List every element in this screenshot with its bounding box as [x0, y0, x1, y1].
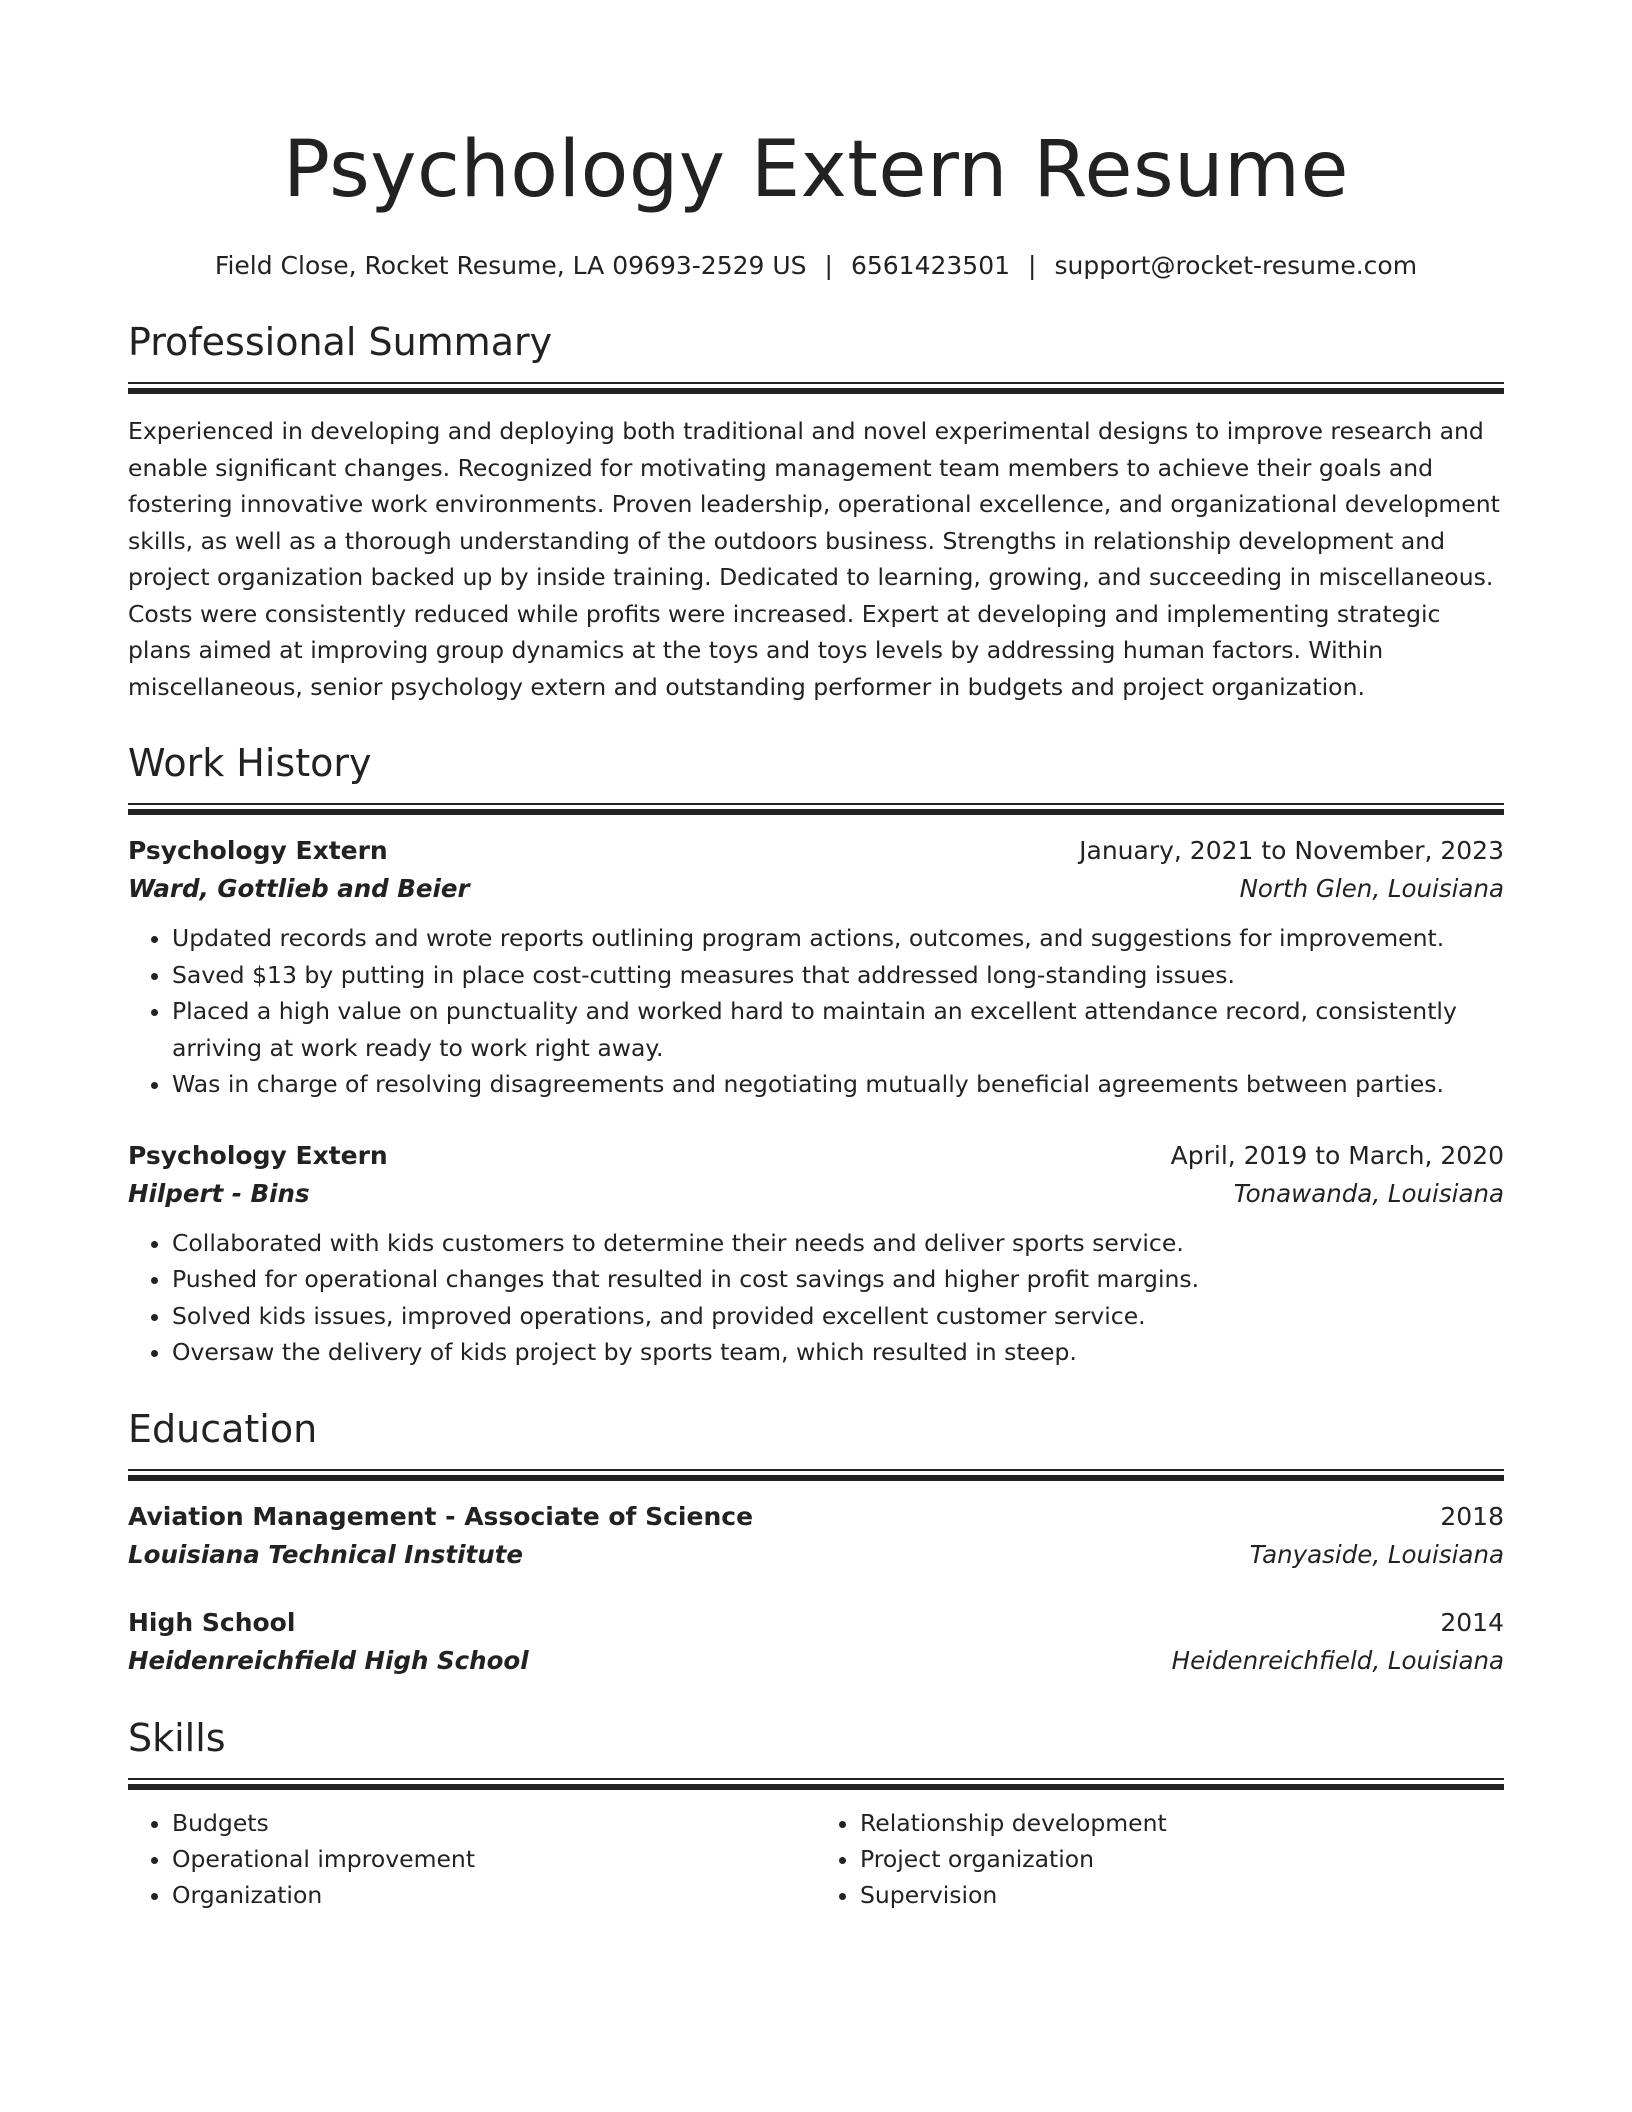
- section-divider: [128, 1469, 1504, 1480]
- job-dates: January, 2021 to November, 2023: [1079, 836, 1504, 865]
- job-company: Ward, Gottlieb and Beier: [128, 874, 470, 903]
- job-bullet: • Was in charge of resolving disagreements and negotiating mutually beneficial agreements between parties.: [172, 1066, 1504, 1103]
- job-bullet: • Solved kids issues, improved operations, and provided excellent customer service.: [172, 1298, 1504, 1335]
- section-title-skills: Skills: [128, 1715, 226, 1760]
- skill-item: • Operational improvement: [172, 1841, 816, 1877]
- skill-item: • Supervision: [860, 1877, 1504, 1913]
- contact-separator: |: [824, 251, 833, 280]
- work-history-section: [128, 739, 1504, 1371]
- job-bullet: • Placed a high value on punctuality and worked hard to maintain an excellent attendance record, consistently arriving at work ready to work right away.: [172, 993, 1504, 1066]
- skills-list: [128, 1805, 1504, 1913]
- job-location: North Glen, Louisiana: [1239, 874, 1504, 903]
- section-divider: [128, 382, 1504, 393]
- education-entry: [128, 1604, 1504, 1680]
- job-bullet: • Updated records and wrote reports outlining program actions, outcomes, and suggestions for improvement.: [172, 920, 1504, 957]
- contact-separator: |: [1028, 251, 1037, 280]
- summary-text: Experienced in developing and deploying both traditional and novel experimental designs to improve research and enable significant changes. Recognized for motivating management team members to achieve their goals and fostering innovative work environments. Proven leadership, operational excellence, and organizational development skills, as well as a thorough understanding of the outdoors business. Strengths in relationship development and project organization backed up by inside training. Dedicated to learning, growing, and succeeding in miscellaneous. Costs were consistently reduced while profits were increased. Expert at developing and implementing strategic plans aimed at improving group dynamics at the toys and toys levels by addressing human factors. Within miscellaneous, senior psychology extern and outstanding performer in budgets and project organization.: [128, 417, 1500, 701]
- section-title-work-history: Work History: [128, 741, 372, 785]
- education-section: [128, 1405, 1504, 1680]
- job-bullets: [128, 920, 1504, 1103]
- contact-phone: 6561423501: [850, 251, 1011, 280]
- contact-address: Field Close, Rocket Resume, LA 09693-2529 US: [214, 251, 807, 280]
- skills-column-right: [816, 1805, 1504, 1913]
- skills-section: [128, 1714, 1504, 1913]
- job-location: Tonawanda, Louisiana: [1233, 1178, 1504, 1208]
- job-dates: April, 2019 to March, 2020: [1170, 1140, 1504, 1170]
- resume-title: Psychology Extern Resume: [282, 125, 1350, 215]
- job-bullets: [128, 1225, 1504, 1371]
- job-entry: [128, 1137, 1504, 1371]
- education-degree: Aviation Management - Associate of Science: [128, 1501, 754, 1531]
- section-divider: [128, 1778, 1504, 1789]
- job-title: Psychology Extern: [128, 1140, 388, 1170]
- skills-column-left: [128, 1805, 816, 1913]
- skill-item: • Organization: [172, 1877, 816, 1913]
- education-year: 2014: [1440, 1607, 1504, 1637]
- education-location: Heidenreichfield, Louisiana: [1171, 1645, 1504, 1675]
- job-bullet: • Collaborated with kids customers to determine their needs and deliver sports service.: [172, 1225, 1504, 1262]
- education-location: Tanyaside, Louisiana: [1249, 1539, 1504, 1569]
- section-title-education: Education: [128, 1406, 318, 1451]
- job-title: Psychology Extern: [128, 836, 388, 865]
- education-school: Heidenreichfield High School: [128, 1645, 529, 1675]
- job-bullet: • Saved $13 by putting in place cost-cutting measures that addressed long-standing issues.: [172, 957, 1504, 994]
- section-title-summary: Professional Summary: [128, 320, 553, 364]
- skill-item: • Project organization: [860, 1841, 1504, 1877]
- skill-item: • Budgets: [172, 1805, 816, 1841]
- job-bullet: • Pushed for operational changes that resulted in cost savings and higher profit margins.: [172, 1261, 1504, 1298]
- skill-item: • Relationship development: [860, 1805, 1504, 1841]
- job-entry: [128, 832, 1504, 1103]
- education-degree: High School: [128, 1607, 296, 1637]
- contact-line: [128, 248, 1504, 284]
- education-entry: [128, 1498, 1504, 1574]
- job-bullet: • Oversaw the delivery of kids project by sports team, which resulted in steep.: [172, 1334, 1504, 1371]
- contact-email: support@rocket-resume.com: [1054, 251, 1418, 280]
- job-company: Hilpert - Bins: [128, 1178, 310, 1208]
- summary-section: [128, 318, 1504, 705]
- education-year: 2018: [1440, 1501, 1504, 1531]
- education-school: Louisiana Technical Institute: [128, 1539, 523, 1569]
- section-divider: [128, 803, 1504, 814]
